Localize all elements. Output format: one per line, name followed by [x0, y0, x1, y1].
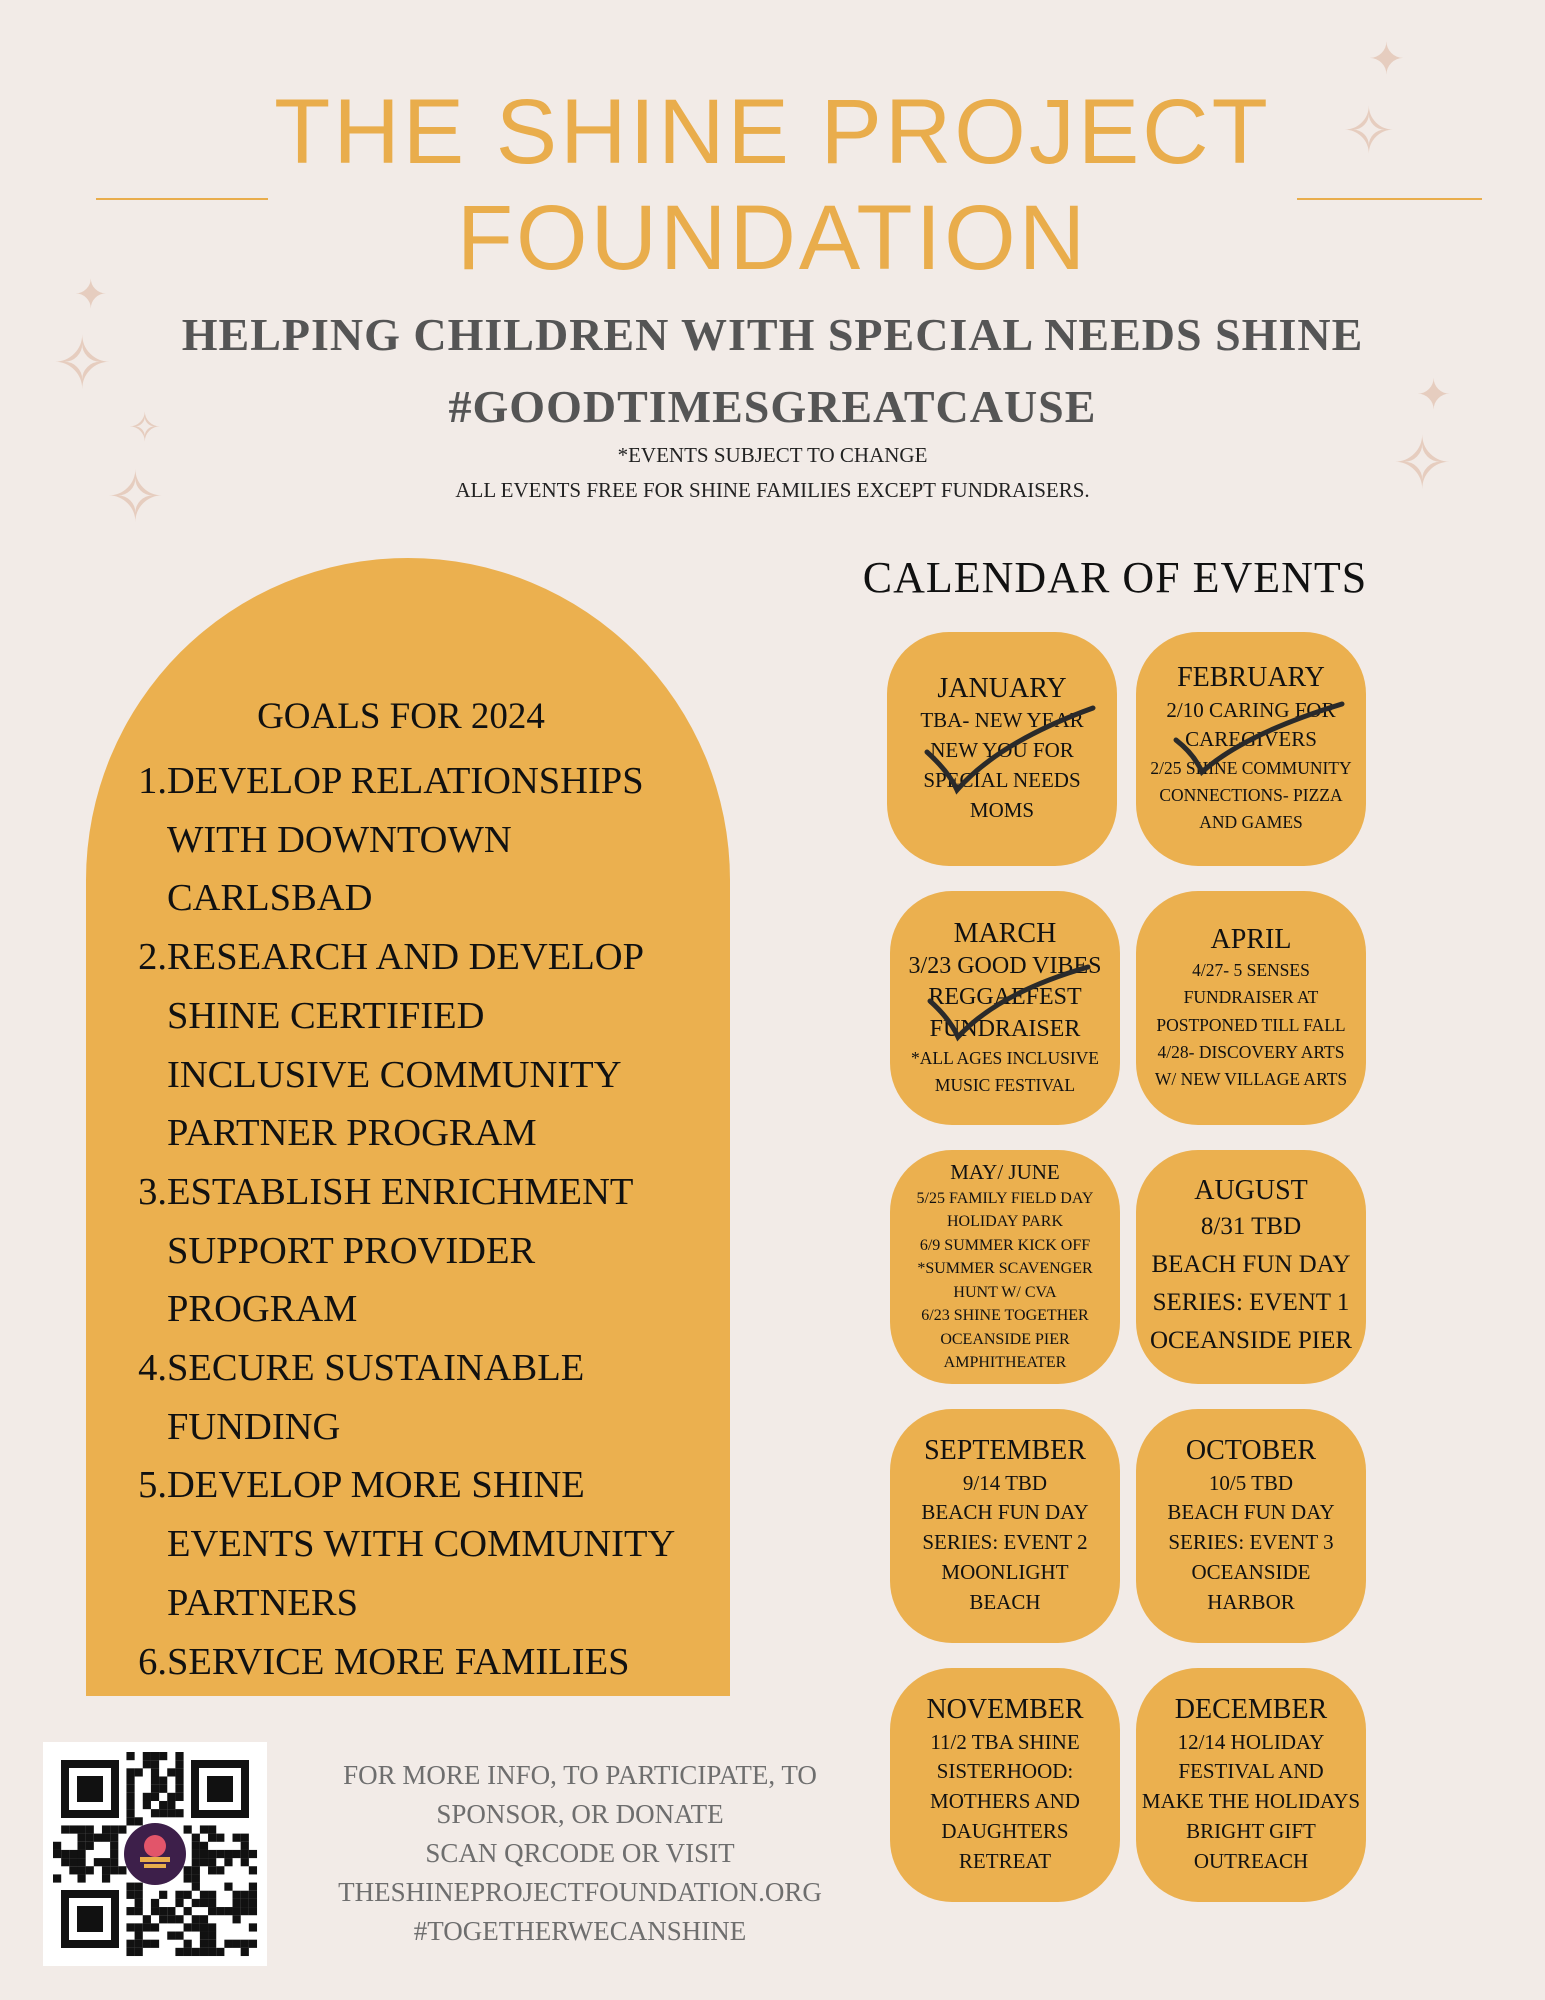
footer-line: SPONSOR, OR DONATE: [436, 1799, 724, 1829]
month-events: 11/2 TBA SHINE SISTERHOOD: MOTHERS AND DAUGHTERS RETREAT: [930, 1729, 1080, 1873]
month-events: 8/31 TBD BEACH FUN DAY SERIES: EVENT 1 OCEANSIDE PIER: [1149, 1213, 1353, 1355]
goal-number: 5.: [138, 1464, 167, 1507]
month-card-march: [890, 891, 1120, 1125]
month-name: OCTOBER: [1185, 1435, 1317, 1467]
goal-line: [130, 1515, 730, 1574]
goal-text: SERVICE MORE FAMILIES: [167, 1640, 630, 1683]
month-name: SEPTEMBER: [924, 1435, 1086, 1467]
month-name: DECEMBER: [1174, 1694, 1328, 1726]
month-card-january: [887, 632, 1117, 866]
free-events-note: ALL EVENTS FREE FOR SHINE FAMILIES EXCEPT FUNDRAISERS.: [455, 478, 1090, 502]
events-note: *EVENTS SUBJECT TO CHANGE: [617, 443, 928, 467]
footer-hashtag: #TOGETHERWECANSHINE: [413, 1916, 747, 1946]
sparkle-icon: ✧: [128, 405, 162, 450]
goal-text: CARLSBAD: [167, 877, 373, 920]
sparkle-icon: ✧: [106, 460, 165, 537]
footer-info: [300, 1756, 860, 1951]
goal-number: [130, 987, 167, 1046]
qr-code[interactable]: [43, 1742, 267, 1966]
goal-number: [130, 1280, 167, 1339]
month-card-april: [1136, 891, 1366, 1125]
month-name: MARCH: [953, 918, 1057, 950]
month-card-december: [1136, 1668, 1366, 1902]
month-name: MAY/ JUNE: [950, 1160, 1060, 1185]
calendar-title: CALENDAR OF EVENTS: [862, 553, 1368, 602]
goals-list: [130, 752, 730, 1691]
goal-text: INCLUSIVE COMMUNITY: [167, 1053, 622, 1096]
goal-number: [130, 1222, 167, 1281]
month-card-may-june: [890, 1150, 1120, 1384]
month-events: 9/14 TBD BEACH FUN DAY SERIES: EVENT 2 MOONLIGHT BEACH: [921, 1470, 1089, 1614]
sparkle-icon: ✦: [1416, 373, 1452, 419]
month-events: TBA- NEW YEAR NEW YOU FOR SPECIAL NEEDS MOMS: [920, 708, 1084, 822]
month-name: FEBRUARY: [1177, 662, 1325, 694]
month-events-secondary: *ALL AGES INCLUSIVE MUSIC FESTIVAL: [911, 1047, 1099, 1095]
month-card-february: [1136, 632, 1366, 866]
goal-number: [130, 1574, 167, 1633]
month-card-october: [1136, 1409, 1366, 1643]
month-card-august: [1136, 1150, 1366, 1384]
goal-text: SECURE SUSTAINABLE: [167, 1347, 585, 1390]
goal-line: [130, 1339, 730, 1398]
goal-line: [130, 1574, 730, 1633]
month-name: APRIL: [1210, 924, 1292, 956]
goal-number: 2.: [138, 936, 167, 979]
goal-number: 3.: [138, 1170, 167, 1213]
month-events: 4/27- 5 SENSES FUNDRAISER AT POSTPONED TILL FALL 4/28- DISCOVERY ARTS W/ NEW VILLAGE ARTS: [1154, 960, 1348, 1089]
goal-line: [130, 1046, 730, 1105]
sparkle-icon: ✦: [74, 272, 108, 317]
goal-line: [130, 1280, 730, 1339]
goal-line: [130, 811, 730, 870]
footer-line: FOR MORE INFO, TO PARTICIPATE, TO: [343, 1760, 817, 1790]
month-events-secondary: 2/25 SHINE COMMUNITY CONNECTIONS- PIZZA AND GAMES: [1150, 758, 1352, 833]
goal-number: [130, 1104, 167, 1163]
month-name: AUGUST: [1194, 1174, 1308, 1206]
footer-line: SCAN QRCODE OR VISIT: [425, 1838, 735, 1868]
goal-number: 6.: [138, 1640, 167, 1683]
footer-website-link[interactable]: THESHINEPROJECTFOUNDATION.ORG: [338, 1877, 822, 1907]
goal-text: FUNDING: [167, 1405, 341, 1448]
goals-heading: GOALS FOR 2024: [257, 696, 545, 737]
goal-line: [130, 1222, 730, 1281]
month-name: NOVEMBER: [926, 1694, 1084, 1726]
sparkle-icon: ✧: [1342, 96, 1396, 167]
goal-line: [130, 752, 730, 811]
goal-text: EVENTS WITH COMMUNITY: [167, 1523, 676, 1566]
month-events: 5/25 FAMILY FIELD DAY HOLIDAY PARK 6/9 SUMMER KICK OFF *SUMMER SCAVENGER HUNT W/ CVA 6/23 SHINE TOGETHER OCEANSIDE PIER AMPHITHEATER: [916, 1189, 1094, 1372]
page-title-line1: THE SHINE PROJECT: [274, 81, 1271, 183]
goal-text: ESTABLISH ENRICHMENT: [167, 1170, 634, 1213]
goal-number: [130, 1046, 167, 1105]
page-title-line2: FOUNDATION: [456, 187, 1089, 289]
sparkle-icon: ✧: [52, 324, 113, 404]
goal-number: [130, 1398, 167, 1457]
goal-text: PARTNERS: [167, 1581, 358, 1624]
month-events: 12/14 HOLIDAY FESTIVAL AND MAKE THE HOLIDAYS BRIGHT GIFT OUTREACH: [1141, 1729, 1361, 1873]
goal-number: 1.: [138, 760, 167, 802]
goal-line: [130, 1163, 730, 1222]
goal-text: WITH DOWNTOWN: [167, 818, 512, 861]
goal-line: [130, 1633, 730, 1692]
goal-number: 4.: [138, 1347, 167, 1390]
month-events: 3/23 GOOD VIBES REGGAEFEST FUNDRAISER: [908, 953, 1102, 1042]
month-events: 10/5 TBD BEACH FUN DAY SERIES: EVENT 3 OCEANSIDE HARBOR: [1167, 1470, 1335, 1614]
sparkle-icon: ✦: [1368, 35, 1405, 84]
hashtag: #GOODTIMESGREATCAUSE: [448, 381, 1097, 432]
goal-number: [130, 1515, 167, 1574]
goal-text: DEVELOP RELATIONSHIPS: [167, 760, 644, 802]
goal-line: [130, 987, 730, 1046]
month-card-november: [890, 1668, 1120, 1902]
month-card-september: [890, 1409, 1120, 1643]
goal-line: [130, 1398, 730, 1457]
sparkle-icon: ✧: [1392, 424, 1453, 504]
goal-text: SUPPORT PROVIDER: [167, 1229, 536, 1272]
goal-text: DEVELOP MORE SHINE: [167, 1464, 585, 1507]
month-name: JANUARY: [937, 673, 1067, 705]
goal-text: PARTNER PROGRAM: [167, 1112, 537, 1155]
qr-code-icon: [43, 1742, 267, 1966]
goal-text: RESEARCH AND DEVELOP: [167, 936, 645, 979]
tagline: HELPING CHILDREN WITH SPECIAL NEEDS SHINE: [181, 309, 1364, 360]
goal-line: [130, 1104, 730, 1163]
goal-line: [130, 928, 730, 987]
goal-number: [130, 811, 167, 870]
goal-line: [130, 869, 730, 928]
goal-text: SHINE CERTIFIED: [167, 994, 485, 1037]
month-events: 2/10 CARING FOR CAREGIVERS: [1166, 697, 1336, 752]
goal-text: PROGRAM: [167, 1288, 358, 1331]
goal-line: [130, 1456, 730, 1515]
goal-number: [130, 869, 167, 928]
